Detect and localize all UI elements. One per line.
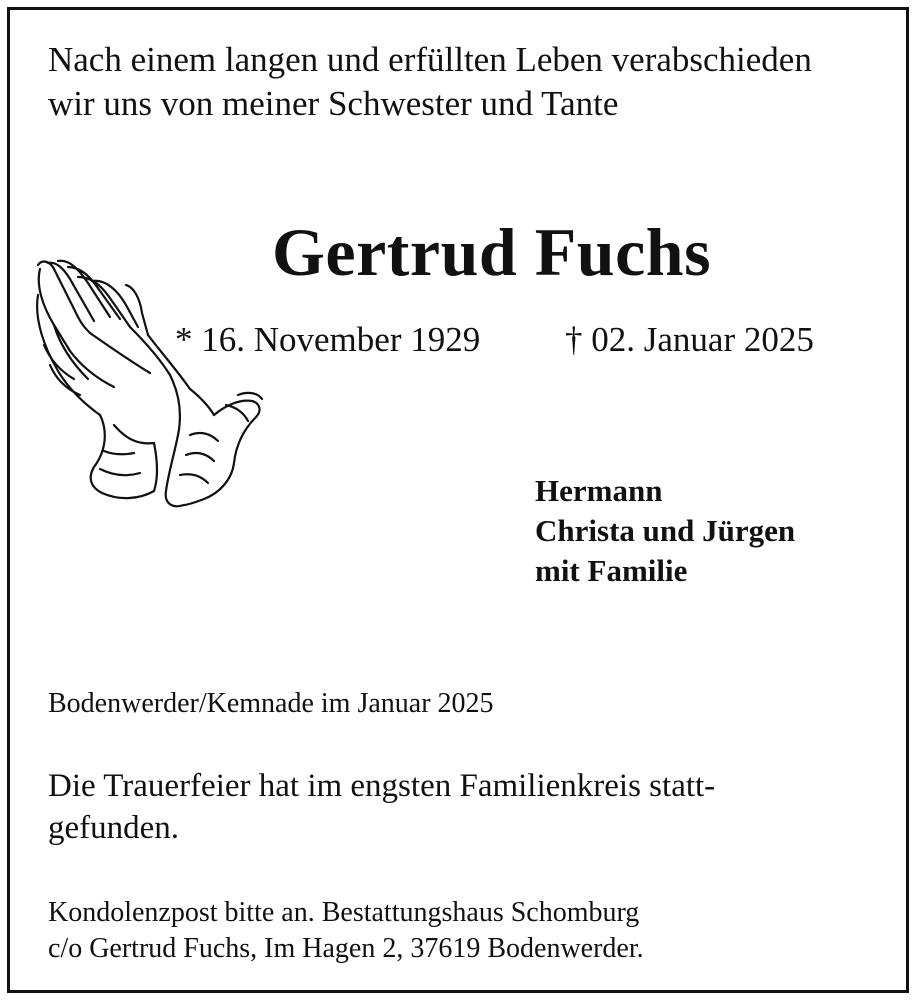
deceased-name: Gertrud Fuchs [272, 214, 712, 290]
birth-date: * 16. November 1929 [175, 320, 481, 359]
mourners-list [535, 471, 795, 591]
funeral-line-2: gefunden. [48, 810, 180, 846]
funeral-note [48, 765, 715, 849]
intro-line-2: wir uns von meiner Schwester und Tante [48, 84, 619, 123]
intro-text [48, 38, 812, 126]
condolence-line-1: Kondolenzpost bitte an. Bestattungshaus Schomburg [48, 897, 640, 928]
mourner-line-3: mit Familie [535, 553, 688, 588]
mourner-line-1: Hermann [535, 473, 663, 508]
place-and-date: Bodenwerder/Kemnade im Januar 2025 [48, 688, 494, 719]
funeral-line-1: Die Trauerfeier hat im engsten Familienkreis statt- [48, 768, 716, 804]
praying-hands-icon [30, 255, 265, 510]
death-date: † 02. Januar 2025 [565, 320, 814, 359]
condolence-line-2: c/o Gertrud Fuchs, Im Hagen 2, 37619 Bodenwerder. [48, 933, 644, 964]
intro-line-1: Nach einem langen und erfüllten Leben verabschieden [48, 40, 812, 79]
condolence-address [48, 895, 644, 967]
mourner-line-2: Christa und Jürgen [535, 513, 796, 548]
